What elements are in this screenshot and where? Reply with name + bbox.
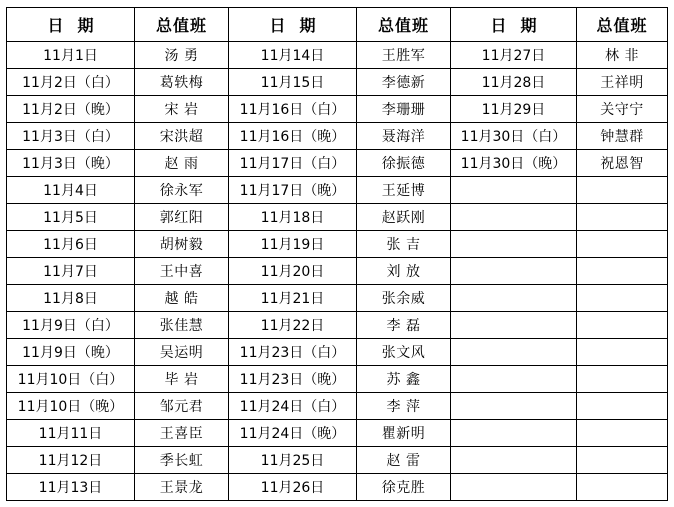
name-cell	[577, 258, 668, 285]
date-cell: 11月4日	[7, 177, 135, 204]
date-cell: 11月10日（晚）	[7, 393, 135, 420]
name-cell: 张文风	[357, 339, 451, 366]
table-row	[7, 150, 668, 177]
date-cell: 11月21日	[229, 285, 357, 312]
date-cell	[451, 258, 577, 285]
name-cell: 张 吉	[357, 231, 451, 258]
header-date-1: 日期	[7, 8, 135, 42]
name-cell: 王延博	[357, 177, 451, 204]
date-cell: 11月9日（晚）	[7, 339, 135, 366]
name-cell: 赵跃刚	[357, 204, 451, 231]
duty-schedule-table	[6, 7, 668, 501]
name-cell: 王喜臣	[135, 420, 229, 447]
name-cell: 越 皓	[135, 285, 229, 312]
name-cell: 苏 鑫	[357, 366, 451, 393]
name-cell: 邹元君	[135, 393, 229, 420]
date-cell	[451, 177, 577, 204]
name-cell: 毕 岩	[135, 366, 229, 393]
date-cell: 11月29日	[451, 96, 577, 123]
name-cell: 聂海洋	[357, 123, 451, 150]
name-cell: 赵 雨	[135, 150, 229, 177]
header-date-2: 日期	[229, 8, 357, 42]
name-cell: 徐永军	[135, 177, 229, 204]
date-cell	[451, 366, 577, 393]
name-cell	[577, 474, 668, 501]
table-row	[7, 42, 668, 69]
name-cell: 徐克胜	[357, 474, 451, 501]
date-cell: 11月2日（白）	[7, 69, 135, 96]
date-cell: 11月26日	[229, 474, 357, 501]
header-duty-1: 总值班	[135, 8, 229, 42]
date-cell: 11月14日	[229, 42, 357, 69]
name-cell: 汤 勇	[135, 42, 229, 69]
name-cell: 王景龙	[135, 474, 229, 501]
name-cell: 郭红阳	[135, 204, 229, 231]
table-row	[7, 204, 668, 231]
name-cell	[577, 393, 668, 420]
table-row	[7, 231, 668, 258]
table-row	[7, 123, 668, 150]
name-cell: 钟慧群	[577, 123, 668, 150]
name-cell: 林 非	[577, 42, 668, 69]
date-cell: 11月19日	[229, 231, 357, 258]
name-cell: 李 萍	[357, 393, 451, 420]
date-cell	[451, 420, 577, 447]
date-cell	[451, 447, 577, 474]
table-row	[7, 96, 668, 123]
name-cell	[577, 339, 668, 366]
name-cell: 葛轶梅	[135, 69, 229, 96]
date-cell	[451, 474, 577, 501]
name-cell: 徐振德	[357, 150, 451, 177]
name-cell	[577, 231, 668, 258]
date-cell: 11月5日	[7, 204, 135, 231]
name-cell: 宋洪超	[135, 123, 229, 150]
date-cell: 11月18日	[229, 204, 357, 231]
name-cell: 季长虹	[135, 447, 229, 474]
table-row	[7, 285, 668, 312]
date-cell	[451, 231, 577, 258]
table-row	[7, 177, 668, 204]
date-cell	[451, 339, 577, 366]
name-cell: 赵 雷	[357, 447, 451, 474]
name-cell	[577, 420, 668, 447]
name-cell: 王胜军	[357, 42, 451, 69]
date-cell: 11月13日	[7, 474, 135, 501]
date-cell	[451, 285, 577, 312]
name-cell: 瞿新明	[357, 420, 451, 447]
date-cell: 11月27日	[451, 42, 577, 69]
date-cell	[451, 204, 577, 231]
date-cell: 11月20日	[229, 258, 357, 285]
table-row	[7, 258, 668, 285]
name-cell: 胡树毅	[135, 231, 229, 258]
date-cell: 11月24日（白）	[229, 393, 357, 420]
name-cell: 宋 岩	[135, 96, 229, 123]
table-row	[7, 420, 668, 447]
table-row	[7, 474, 668, 501]
name-cell	[577, 177, 668, 204]
table-body	[7, 42, 668, 501]
name-cell: 李珊珊	[357, 96, 451, 123]
date-cell: 11月7日	[7, 258, 135, 285]
header-duty-2: 总值班	[357, 8, 451, 42]
date-cell: 11月15日	[229, 69, 357, 96]
table-row	[7, 393, 668, 420]
name-cell: 关守宁	[577, 96, 668, 123]
header-row	[7, 8, 668, 42]
header-duty-3: 总值班	[577, 8, 668, 42]
date-cell: 11月3日（白）	[7, 123, 135, 150]
date-cell: 11月22日	[229, 312, 357, 339]
date-cell: 11月6日	[7, 231, 135, 258]
name-cell: 张余威	[357, 285, 451, 312]
date-cell: 11月23日（晚）	[229, 366, 357, 393]
date-cell	[451, 393, 577, 420]
date-cell: 11月28日	[451, 69, 577, 96]
date-cell: 11月11日	[7, 420, 135, 447]
date-cell: 11月8日	[7, 285, 135, 312]
name-cell	[577, 366, 668, 393]
table-row	[7, 312, 668, 339]
date-cell: 11月10日（白）	[7, 366, 135, 393]
table-row	[7, 366, 668, 393]
date-cell: 11月25日	[229, 447, 357, 474]
table-row	[7, 447, 668, 474]
name-cell: 祝恩智	[577, 150, 668, 177]
date-cell: 11月16日（白）	[229, 96, 357, 123]
date-cell: 11月17日（白）	[229, 150, 357, 177]
date-cell: 11月9日（白）	[7, 312, 135, 339]
date-cell: 11月1日	[7, 42, 135, 69]
date-cell: 11月30日（白）	[451, 123, 577, 150]
date-cell	[451, 312, 577, 339]
name-cell: 王中喜	[135, 258, 229, 285]
date-cell: 11月17日（晚）	[229, 177, 357, 204]
name-cell	[577, 285, 668, 312]
name-cell	[577, 447, 668, 474]
header-date-3: 日期	[451, 8, 577, 42]
name-cell: 李 磊	[357, 312, 451, 339]
name-cell: 吴运明	[135, 339, 229, 366]
date-cell: 11月3日（晚）	[7, 150, 135, 177]
table-row	[7, 69, 668, 96]
table-row	[7, 339, 668, 366]
date-cell: 11月12日	[7, 447, 135, 474]
date-cell: 11月2日（晚）	[7, 96, 135, 123]
date-cell: 11月23日（白）	[229, 339, 357, 366]
date-cell: 11月24日（晚）	[229, 420, 357, 447]
name-cell: 李德新	[357, 69, 451, 96]
name-cell	[577, 312, 668, 339]
name-cell: 刘 放	[357, 258, 451, 285]
name-cell	[577, 204, 668, 231]
date-cell: 11月30日（晚）	[451, 150, 577, 177]
name-cell: 王祥明	[577, 69, 668, 96]
date-cell: 11月16日（晚）	[229, 123, 357, 150]
name-cell: 张佳慧	[135, 312, 229, 339]
